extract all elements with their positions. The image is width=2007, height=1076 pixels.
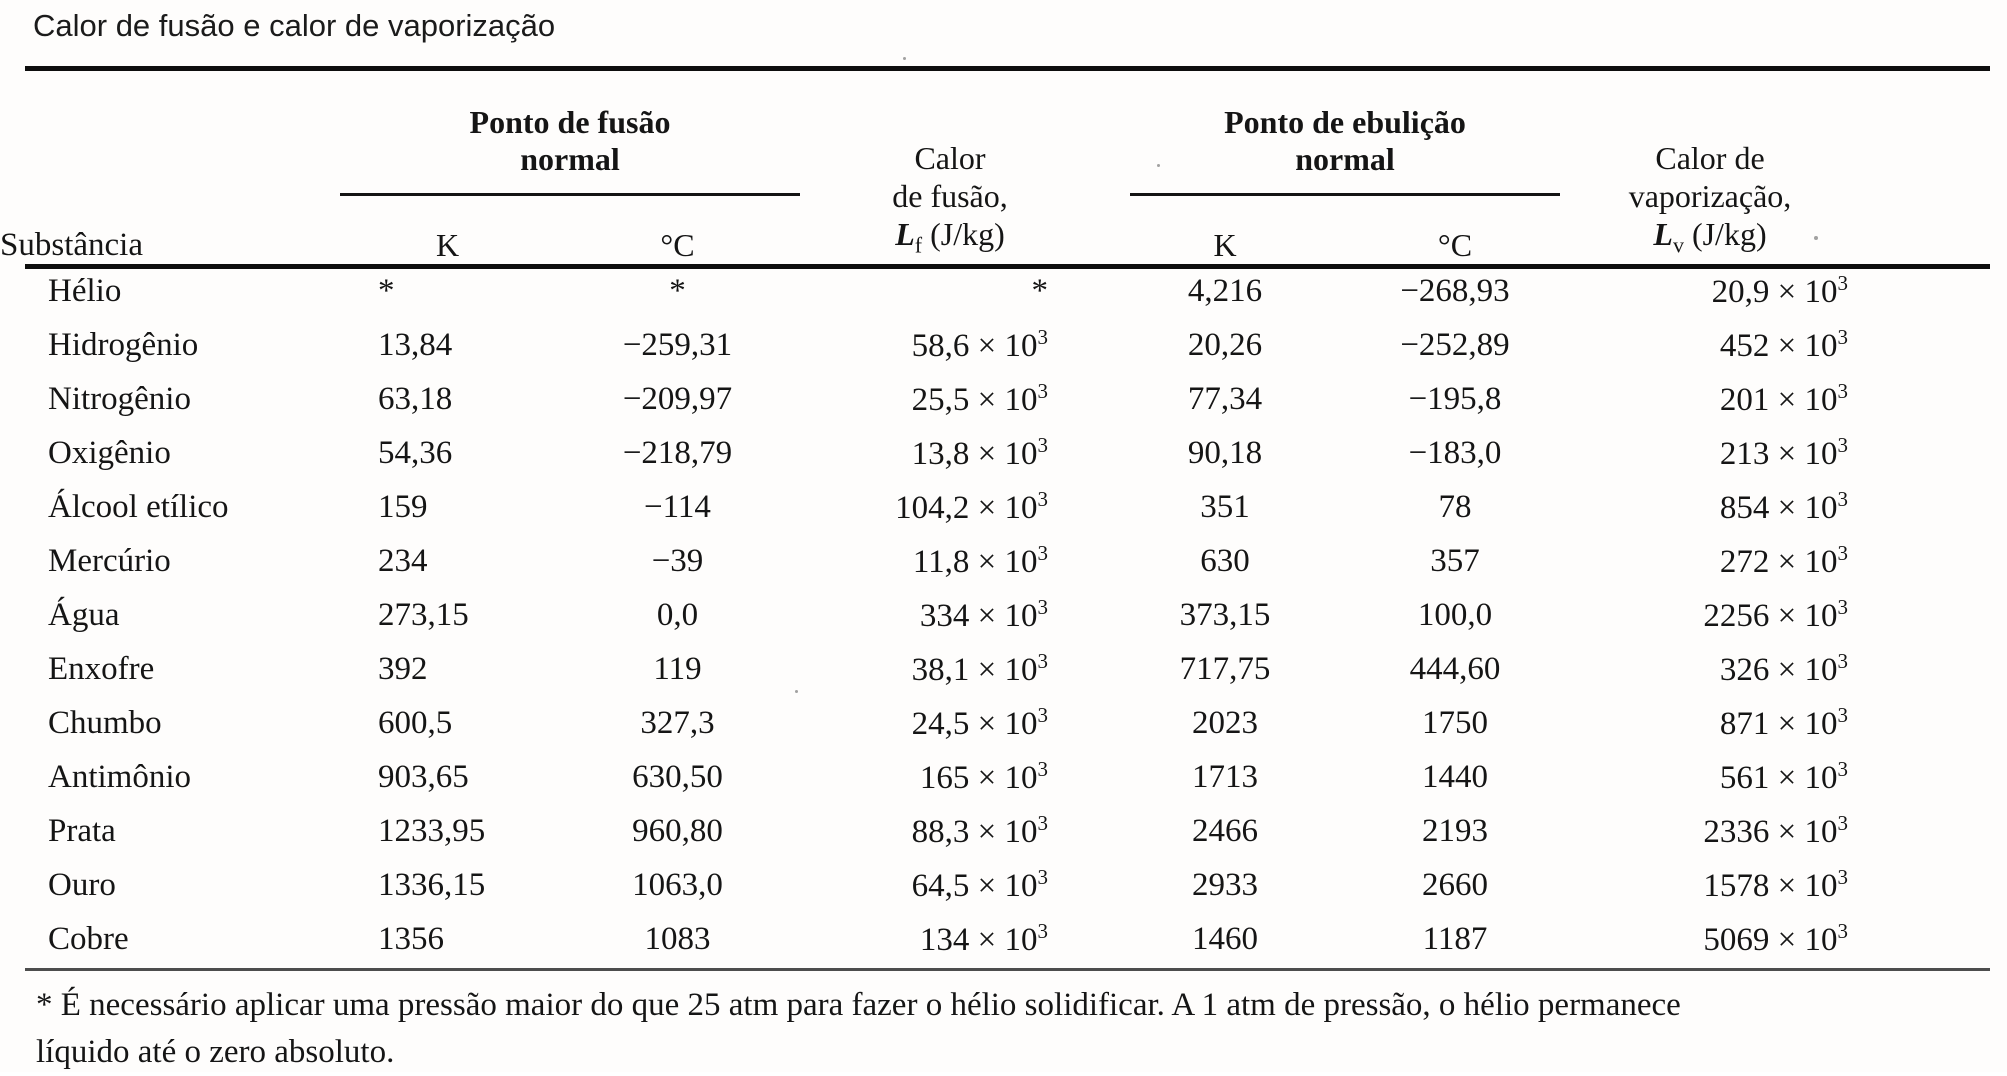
table-row bbox=[0, 642, 2007, 696]
table-row bbox=[0, 426, 2007, 480]
melting-point-c-cell: −209,97 bbox=[622, 380, 733, 417]
melting-point-c-cell: * bbox=[669, 272, 686, 309]
spacer-cell bbox=[1860, 642, 2007, 696]
table-row bbox=[0, 534, 2007, 588]
exponent: 3 bbox=[1837, 325, 1848, 349]
melting-point-k-cell: 273,15 bbox=[378, 596, 469, 633]
exponent: 3 bbox=[1837, 703, 1848, 727]
boiling-point-k-cell: 2466 bbox=[1192, 812, 1258, 849]
fusion-point-group-header bbox=[340, 74, 800, 196]
table-top-rule bbox=[25, 66, 1990, 71]
boiling-point-c-cell: 2193 bbox=[1422, 812, 1488, 849]
heat-of-fusion-cell: $25,5 \times 10^3$ bbox=[911, 379, 1048, 418]
boiling-kelvin-header: K bbox=[1213, 227, 1237, 263]
boiling-point-k-cell: 20,26 bbox=[1187, 326, 1263, 363]
heat-of-fusion-cell: $38,1 \times 10^3$ bbox=[911, 649, 1048, 688]
spacer-cell bbox=[1860, 912, 2007, 966]
spacer-cell bbox=[1860, 804, 2007, 858]
boiling-point-c-cell: 1750 bbox=[1422, 704, 1488, 741]
melting-point-c-cell: −114 bbox=[644, 488, 711, 525]
heat-vapor-line2: vaporização, bbox=[1628, 177, 1792, 214]
exponent: 3 bbox=[1037, 649, 1048, 673]
heat-of-vaporization-cell: $854 \times 10^3$ bbox=[1719, 487, 1848, 526]
melting-point-k-cell: 1356 bbox=[378, 920, 444, 957]
exponent: 3 bbox=[1837, 649, 1848, 673]
melting-point-k-cell: 392 bbox=[378, 650, 428, 687]
spacer-cell bbox=[1860, 372, 2007, 426]
boiling-point-group-header bbox=[1100, 74, 1560, 196]
spacer-cell bbox=[1860, 480, 2007, 534]
exponent: 3 bbox=[1037, 595, 1048, 619]
table-bottom-rule bbox=[25, 968, 1990, 971]
melting-point-c-cell: −259,31 bbox=[622, 326, 733, 363]
boiling-point-c-cell: 100,0 bbox=[1417, 596, 1493, 633]
substance-cell: Hidrogênio bbox=[48, 326, 199, 363]
lv-unit: (J/kg) bbox=[1691, 215, 1767, 252]
boiling-point-k-cell: 373,15 bbox=[1179, 596, 1271, 633]
boiling-point-k-cell: 90,18 bbox=[1187, 434, 1263, 471]
heat-of-vaporization-cell: $213 \times 10^3$ bbox=[1719, 433, 1848, 472]
boiling-point-k-cell: 2933 bbox=[1192, 866, 1258, 903]
melting-point-c-cell: −218,79 bbox=[622, 434, 733, 471]
boiling-point-c-cell: −183,0 bbox=[1408, 434, 1502, 471]
melting-point-c-cell: −39 bbox=[651, 542, 704, 579]
heat-of-vaporization-cell: $272 \times 10^3$ bbox=[1719, 541, 1848, 580]
lv-subscript: v bbox=[1672, 232, 1684, 257]
table-header bbox=[0, 74, 2007, 264]
melting-point-k-cell: 234 bbox=[378, 542, 428, 579]
exponent: 3 bbox=[1037, 703, 1048, 727]
exponent: 3 bbox=[1037, 379, 1048, 403]
melting-point-k-cell: * bbox=[378, 272, 395, 309]
heat-of-fusion-column-header bbox=[800, 74, 1100, 264]
lf-symbol: L bbox=[895, 215, 915, 252]
substance-cell: Álcool etílico bbox=[48, 488, 229, 525]
heat-of-fusion-cell: $64,5 \times 10^3$ bbox=[911, 865, 1048, 904]
heat-of-vaporization-cell: $5069 \times 10^3$ bbox=[1703, 919, 1848, 958]
exponent: 3 bbox=[1837, 865, 1848, 889]
table-footnote bbox=[36, 982, 1981, 1076]
boiling-point-k-cell: 351 bbox=[1200, 488, 1250, 525]
boiling-point-c-cell: 1440 bbox=[1422, 758, 1488, 795]
boiling-point-k-cell: 4,216 bbox=[1187, 272, 1263, 309]
scan-speck bbox=[1814, 236, 1818, 240]
exponent: 3 bbox=[1837, 433, 1848, 457]
spacer-cell bbox=[1860, 588, 2007, 642]
melting-point-c-cell: 0,0 bbox=[656, 596, 699, 633]
heat-vapor-line1: Calor de bbox=[1655, 139, 1765, 176]
boiling-point-c-cell: 444,60 bbox=[1409, 650, 1501, 687]
scan-speck bbox=[903, 57, 906, 60]
melting-point-k-cell: 63,18 bbox=[378, 380, 453, 417]
exponent: 3 bbox=[1037, 541, 1048, 565]
substance-cell: Cobre bbox=[48, 920, 129, 957]
melting-kelvin-header: K bbox=[435, 227, 460, 263]
heat-of-fusion-cell: $13,8 \times 10^3$ bbox=[911, 433, 1048, 472]
exponent: 3 bbox=[1037, 919, 1048, 943]
melting-point-k-cell: 1233,95 bbox=[378, 812, 486, 849]
melting-point-k-cell: 159 bbox=[378, 488, 428, 525]
boiling-point-k-cell: 1713 bbox=[1192, 758, 1258, 795]
substance-cell: Água bbox=[48, 596, 120, 633]
heat-of-vaporization-cell: $326 \times 10^3$ bbox=[1719, 649, 1848, 688]
exponent: 3 bbox=[1037, 811, 1048, 835]
melting-point-c-cell: 960,80 bbox=[632, 812, 723, 849]
melting-point-k-cell: 600,5 bbox=[378, 704, 453, 741]
boiling-point-c-cell: 1187 bbox=[1422, 920, 1488, 957]
boiling-group-label: Ponto de ebulição normal bbox=[1224, 104, 1466, 177]
exponent: 3 bbox=[1037, 865, 1048, 889]
heat-of-vaporization-cell: $20,9 \times 10^3$ bbox=[1711, 271, 1848, 310]
boiling-point-c-cell: 357 bbox=[1430, 542, 1480, 579]
melting-point-k-cell: 54,36 bbox=[378, 434, 453, 471]
heat-of-vaporization-cell: $1578 \times 10^3$ bbox=[1703, 865, 1848, 904]
table-row bbox=[0, 372, 2007, 426]
table-row bbox=[0, 318, 2007, 372]
exponent: 3 bbox=[1837, 919, 1848, 943]
melting-point-c-cell: 327,3 bbox=[640, 704, 715, 741]
fusion-group-label: Ponto de fusão normal bbox=[469, 104, 671, 177]
table-body bbox=[0, 264, 2007, 966]
boiling-point-k-cell: 717,75 bbox=[1179, 650, 1271, 687]
exponent: 3 bbox=[1037, 325, 1048, 349]
heat-of-fusion-cell: $334 \times 10^3$ bbox=[919, 595, 1048, 634]
table-row bbox=[0, 480, 2007, 534]
melting-point-k-cell: 903,65 bbox=[378, 758, 469, 795]
boiling-point-c-cell: −195,8 bbox=[1408, 380, 1502, 417]
heat-table bbox=[0, 74, 2007, 966]
substance-cell: Ouro bbox=[48, 866, 116, 903]
spacer-cell bbox=[1860, 858, 2007, 912]
heat-of-fusion-cell: $24,5 \times 10^3$ bbox=[911, 703, 1048, 742]
exponent: 3 bbox=[1837, 541, 1848, 565]
heat-of-fusion-cell: * bbox=[1031, 272, 1048, 309]
exponent: 3 bbox=[1837, 271, 1848, 295]
spacer-cell bbox=[1860, 318, 2007, 372]
table-row bbox=[0, 858, 2007, 912]
table-row bbox=[0, 912, 2007, 966]
heat-of-vaporization-cell: $871 \times 10^3$ bbox=[1719, 703, 1848, 742]
heat-of-vaporization-cell: $452 \times 10^3$ bbox=[1719, 325, 1848, 364]
footnote-line1: * É necessário aplicar uma pressão maior do que 25 atm para fazer o hélio solidificar. A 1 atm de pressão, o hélio permanece bbox=[36, 987, 1681, 1023]
substance-cell: Hélio bbox=[48, 272, 122, 309]
exponent: 3 bbox=[1837, 811, 1848, 835]
spacer-column-header bbox=[1860, 74, 2007, 264]
spacer-cell bbox=[1860, 534, 2007, 588]
substance-cell: Oxigênio bbox=[48, 434, 171, 471]
scan-speck bbox=[795, 690, 798, 693]
boiling-point-c-cell: 2660 bbox=[1422, 866, 1488, 903]
heat-fusion-line2: de fusão, bbox=[892, 177, 1008, 214]
heat-of-vaporization-cell: $2336 \times 10^3$ bbox=[1703, 811, 1848, 850]
heat-of-vaporization-cell: $2256 \times 10^3$ bbox=[1703, 595, 1848, 634]
boiling-group-underline bbox=[1130, 104, 1560, 196]
substance-cell: Nitrogênio bbox=[48, 380, 191, 417]
exponent: 3 bbox=[1837, 757, 1848, 781]
heat-of-fusion-cell: $88,3 \times 10^3$ bbox=[911, 811, 1048, 850]
heat-fusion-line1: Calor bbox=[914, 139, 986, 176]
heat-of-fusion-cell: $134 \times 10^3$ bbox=[919, 919, 1048, 958]
spacer-cell bbox=[1860, 696, 2007, 750]
footnote-line2: líquido até o zero absoluto. bbox=[36, 1034, 395, 1070]
heat-of-fusion-cell: $11,8 \times 10^3$ bbox=[912, 541, 1048, 580]
table-row bbox=[0, 696, 2007, 750]
spacer-cell bbox=[1860, 264, 2007, 318]
spacer-cell bbox=[1860, 426, 2007, 480]
spacer-cell bbox=[1860, 750, 2007, 804]
melting-point-c-cell: 630,50 bbox=[632, 758, 723, 795]
melting-celsius-header: °C bbox=[660, 227, 695, 263]
exponent: 3 bbox=[1037, 433, 1048, 457]
boiling-point-k-cell: 2023 bbox=[1192, 704, 1258, 741]
page-title: Calor de fusão e calor de vaporização bbox=[33, 8, 556, 43]
boiling-point-c-cell: −268,93 bbox=[1400, 272, 1510, 309]
substance-column-header: Substância bbox=[0, 227, 143, 263]
heat-of-fusion-cell: $165 \times 10^3$ bbox=[919, 757, 1048, 796]
melting-point-c-cell: 119 bbox=[653, 650, 702, 687]
table-row bbox=[0, 588, 2007, 642]
heat-of-fusion-cell: $104,2 \times 10^3$ bbox=[895, 487, 1048, 526]
boiling-celsius-header: °C bbox=[1437, 227, 1473, 263]
lv-symbol: L bbox=[1653, 215, 1673, 252]
boiling-point-k-cell: 1460 bbox=[1192, 920, 1258, 957]
table-row bbox=[0, 804, 2007, 858]
heat-of-vaporization-cell: $561 \times 10^3$ bbox=[1719, 757, 1848, 796]
melting-point-c-cell: 1063,0 bbox=[632, 866, 723, 903]
fusion-group-underline bbox=[340, 104, 800, 196]
exponent: 3 bbox=[1837, 487, 1848, 511]
lf-subscript: f bbox=[914, 232, 923, 257]
boiling-point-c-cell: −252,89 bbox=[1400, 326, 1510, 363]
heat-of-fusion-cell: $58,6 \times 10^3$ bbox=[911, 325, 1048, 364]
melting-point-c-cell: 1083 bbox=[644, 920, 711, 957]
substance-cell: Prata bbox=[48, 812, 116, 849]
melting-point-k-cell: 1336,15 bbox=[378, 866, 486, 903]
substance-cell: Mercúrio bbox=[48, 542, 171, 579]
table-row bbox=[0, 750, 2007, 804]
boiling-point-c-cell: 78 bbox=[1438, 488, 1472, 525]
table-row bbox=[0, 264, 2007, 318]
boiling-point-k-cell: 77,34 bbox=[1187, 380, 1263, 417]
substance-cell: Enxofre bbox=[48, 650, 155, 687]
melting-point-k-cell: 13,84 bbox=[378, 326, 453, 363]
exponent: 3 bbox=[1837, 379, 1848, 403]
exponent: 3 bbox=[1037, 757, 1048, 781]
scan-speck bbox=[1157, 164, 1160, 167]
exponent: 3 bbox=[1837, 595, 1848, 619]
heat-of-vaporization-cell: $201 \times 10^3$ bbox=[1719, 379, 1848, 418]
exponent: 3 bbox=[1037, 487, 1048, 511]
lf-unit: (J/kg) bbox=[930, 215, 1005, 252]
boiling-point-k-cell: 630 bbox=[1200, 542, 1250, 579]
substance-cell: Chumbo bbox=[48, 704, 162, 741]
substance-cell: Antimônio bbox=[48, 758, 192, 795]
